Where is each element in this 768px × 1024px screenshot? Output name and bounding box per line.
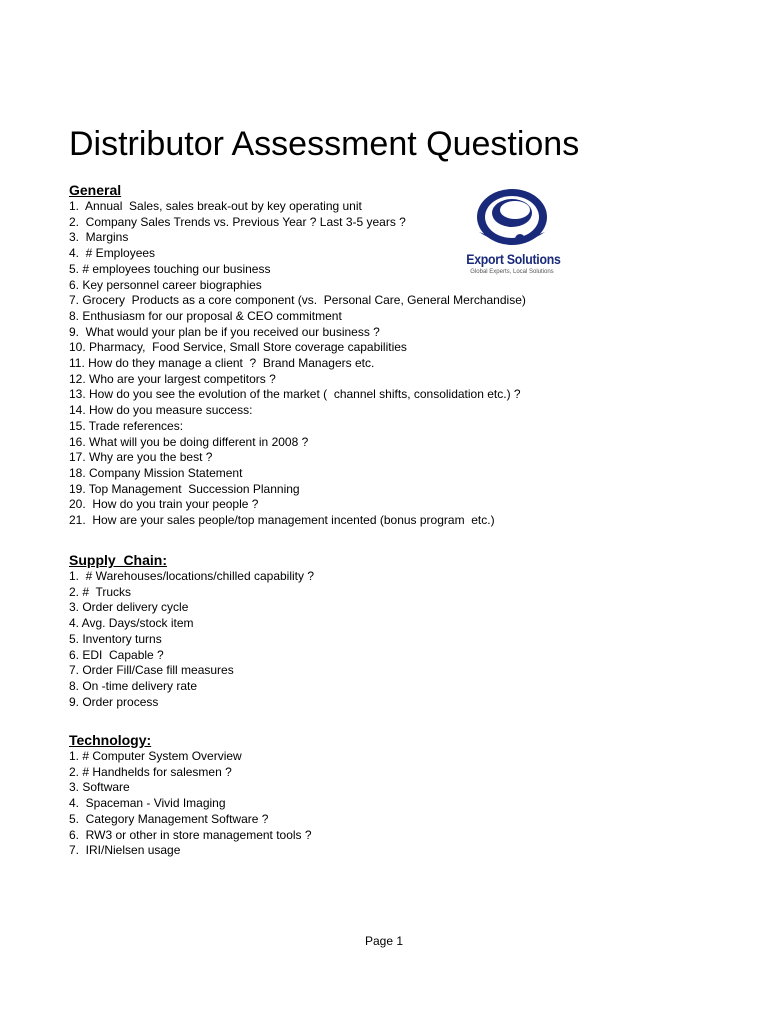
list-item: 1. Annual Sales, sales break-out by key operating unit: [69, 199, 362, 213]
list-item: 17. Why are you the best ?: [69, 450, 213, 465]
list-item: 1. # Computer System Overview: [69, 749, 242, 763]
list-item: 4. # Employees: [69, 246, 156, 261]
list-item: 7. IRI/Nielsen usage: [69, 843, 181, 858]
list-item: 5. # employees touching our business: [69, 261, 271, 276]
list-item: 2. # Handhelds for salesmen ?: [69, 764, 232, 779]
list-item: 4. Avg. Days/stock item: [69, 616, 194, 631]
list-item: 6. EDI Capable ?: [69, 647, 164, 662]
list-item: 8. Enthusiasm for our proposal & CEO commitment: [69, 308, 342, 323]
section-supply-chain: [69, 552, 314, 710]
list-item: 6. RW3 or other in store management tools ?: [69, 827, 312, 842]
question-list: [69, 569, 314, 710]
list-item: 9. What would your plan be if you received our business ?: [69, 324, 380, 339]
list-item: 3. Software: [69, 780, 130, 795]
list-item: 18. Company Mission Statement: [69, 465, 243, 480]
section-heading: General: [69, 182, 122, 198]
list-item: 15. Trade references:: [69, 418, 184, 433]
list-item: 5. Inventory turns: [69, 631, 162, 646]
list-item: 4. Spaceman - Vivid Imaging: [69, 796, 226, 811]
list-item: 5. Category Management Software ?: [69, 811, 269, 826]
question-list: [69, 199, 526, 529]
list-item: 13. How do you see the evolution of the market ( channel shifts, consolidation etc.) ?: [69, 387, 521, 402]
list-item: 11. How do they manage a client ? Brand Managers etc.: [69, 356, 375, 371]
list-item: 8. On -time delivery rate: [69, 678, 198, 693]
section-heading: Supply Chain:: [69, 552, 167, 568]
page-title: Distributor Assessment Questions: [69, 125, 580, 163]
list-item: 9. Order process: [69, 694, 159, 709]
list-item: 7. Order Fill/Case fill measures: [69, 663, 234, 678]
list-item: 3. Order delivery cycle: [69, 600, 189, 615]
list-item: 3. Margins: [69, 230, 129, 245]
list-item: 19. Top Management Succession Planning: [69, 481, 300, 496]
list-item: 2. # Trucks: [69, 584, 132, 599]
section-heading: Technology:: [69, 732, 152, 748]
list-item: 20. How do you train your people ?: [69, 497, 259, 512]
list-item: 1. # Warehouses/locations/chilled capability ?: [69, 569, 315, 583]
list-item: 10. Pharmacy, Food Service, Small Store coverage capabilities: [69, 340, 407, 355]
list-item: 6. Key personnel career biographies: [69, 277, 262, 292]
logo-tagline: Global Experts, Local Solutions: [470, 269, 554, 275]
list-item: 7. Grocery Products as a core component (vs. Personal Care, General Merchandise): [69, 293, 526, 308]
section-technology: [69, 732, 312, 859]
list-item: 16. What will you be doing different in 2008 ?: [69, 434, 309, 449]
list-item: 12. Who are your largest competitors ?: [69, 371, 276, 386]
page-number: Page 1: [364, 934, 404, 948]
section-general: [69, 182, 526, 529]
list-item: 21. How are your sales people/top management incented (bonus program etc.): [69, 513, 495, 528]
list-item: 2. Company Sales Trends vs. Previous Year ? Last 3-5 years ?: [69, 214, 406, 229]
logo-name: Export Solutions: [466, 251, 561, 267]
list-item: 14. How do you measure success:: [69, 403, 253, 418]
question-list: [69, 749, 312, 859]
